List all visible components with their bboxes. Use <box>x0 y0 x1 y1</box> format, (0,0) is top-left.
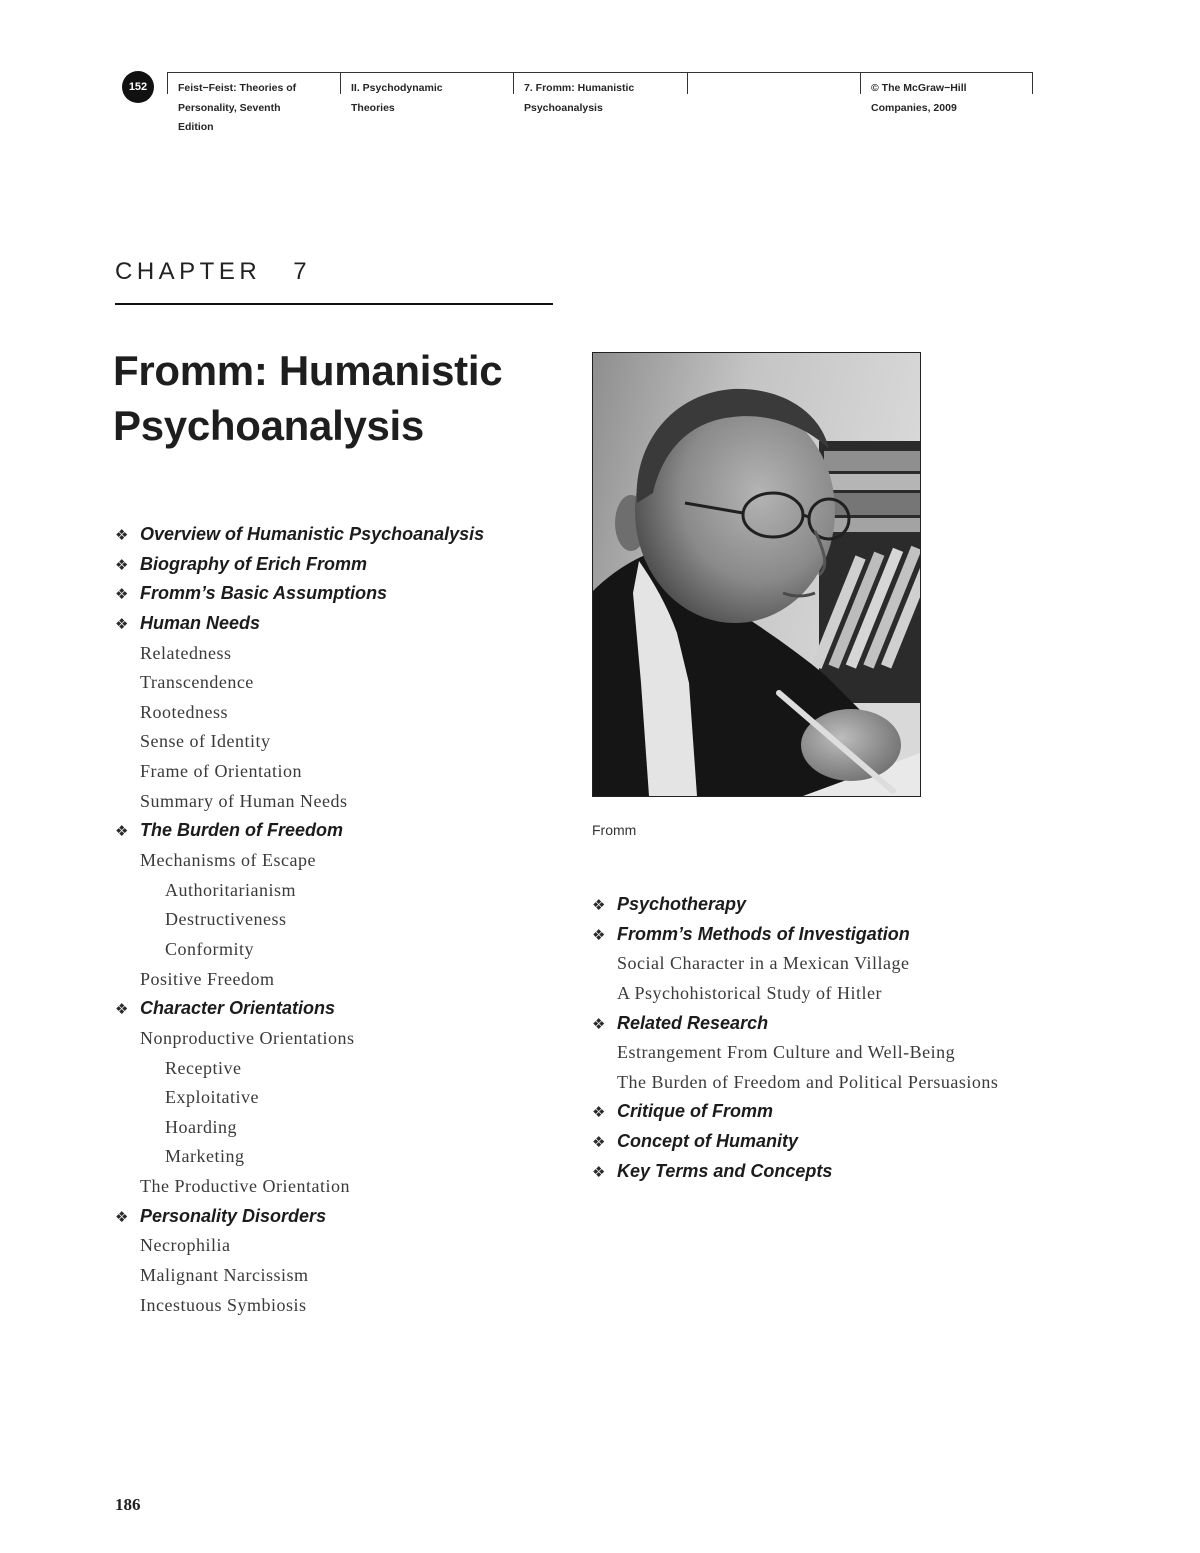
outline-subsection: Nonproductive Orientations <box>140 1027 355 1048</box>
outline-subsection: Malignant Narcissism <box>140 1265 309 1286</box>
portrait-illustration <box>593 353 920 796</box>
chapter-outline-left <box>115 520 484 1320</box>
chapter-title <box>113 343 502 453</box>
outline-subsection: Positive Freedom <box>140 968 275 989</box>
outline-section <box>115 1202 484 1232</box>
chapter-number: 7 <box>293 258 312 285</box>
header-part-title <box>351 79 511 118</box>
fromm-portrait-photo <box>592 352 921 797</box>
chapter-label <box>115 257 311 287</box>
outline-subsection: Necrophilia <box>140 1235 231 1256</box>
outline-section <box>115 994 484 1024</box>
diamond-bullet-icon <box>592 1163 617 1181</box>
diamond-bullet-icon <box>115 585 140 603</box>
outline-section-title: Overview of Humanistic Psychoanalysis <box>140 524 485 544</box>
outline-section <box>115 520 484 550</box>
header-line: Edition <box>178 121 214 133</box>
outline-subsection: Social Character in a Mexican Village <box>617 953 910 974</box>
header-line: II. Psychodynamic <box>351 82 443 94</box>
outline-subsubsection: Marketing <box>165 1146 245 1167</box>
diamond-bullet-icon <box>592 926 617 944</box>
header-divider <box>860 72 861 94</box>
diamond-bullet-icon <box>592 1103 617 1121</box>
header-line: Theories <box>351 101 395 114</box>
outline-subsection: Summary of Human Needs <box>140 790 348 811</box>
outline-section-title: Critique of Fromm <box>617 1101 773 1122</box>
outline-section-title: Biography of Erich Fromm <box>140 553 368 574</box>
outline-section-title: Key Terms and Concepts <box>617 1160 833 1181</box>
diamond-bullet-icon <box>115 526 140 544</box>
header-divider <box>687 72 688 94</box>
outline-subsection: The Productive Orientation <box>140 1176 350 1197</box>
outline-subsection: Estrangement From Culture and Well-Being <box>617 1042 956 1063</box>
outline-section-title: Character Orientations <box>140 998 336 1019</box>
page-badge: 152 <box>122 71 154 103</box>
header-divider <box>513 72 514 94</box>
header-book-title <box>178 79 338 138</box>
hand <box>801 709 901 781</box>
header-divider <box>340 72 341 94</box>
outline-subsection: The Burden of Freedom and Political Persuasions <box>617 1071 999 1092</box>
outline-subsection: Rootedness <box>140 701 228 722</box>
outline-section <box>115 609 484 639</box>
outline-subsubsection: Conformity <box>165 938 254 959</box>
outline-section-title: Personality Disorders <box>140 1205 327 1226</box>
outline-section <box>592 1097 998 1127</box>
page-number: 186 <box>115 1495 141 1514</box>
header-line: 7. Fromm: Humanistic <box>524 82 635 94</box>
outline-section-title: Concept of Humanity <box>617 1131 799 1152</box>
outline-section-title: The Burden of Freedom <box>140 820 344 841</box>
outline-section-title: Fromm’s Basic Assumptions <box>140 583 388 604</box>
outline-subsection: Transcendence <box>140 672 254 693</box>
diamond-bullet-icon <box>115 556 140 574</box>
header-divider <box>167 72 168 94</box>
outline-subsubsection: Destructiveness <box>165 909 287 930</box>
outline-subsection: Incestuous Symbiosis <box>140 1294 307 1315</box>
outline-subsubsection: Hoarding <box>165 1116 237 1137</box>
header-rule <box>167 72 1033 73</box>
outline-section <box>592 920 998 950</box>
outline-subsection: Sense of Identity <box>140 731 271 752</box>
outline-subsubsection: Authoritarianism <box>165 879 296 900</box>
outline-subsection: Relatedness <box>140 642 232 663</box>
outline-subsubsection: Receptive <box>165 1057 242 1078</box>
outline-section <box>592 1127 998 1157</box>
outline-section <box>115 816 484 846</box>
outline-subsection: A Psychohistorical Study of Hitler <box>617 982 882 1003</box>
outline-section-title: Fromm’s Methods of Investigation <box>617 923 910 944</box>
header-line: Personality, Seventh <box>178 101 281 114</box>
outline-section <box>592 1157 998 1187</box>
diamond-bullet-icon <box>592 896 617 914</box>
chapter-word: CHAPTER <box>115 258 262 285</box>
chapter-title-line: Fromm: Humanistic <box>113 347 503 394</box>
header-divider <box>1032 72 1033 94</box>
outline-subsection: Mechanisms of Escape <box>140 850 316 871</box>
diamond-bullet-icon <box>115 1000 140 1018</box>
diamond-bullet-icon <box>592 1133 617 1151</box>
outline-section-title: Related Research <box>617 1012 769 1033</box>
outline-section <box>592 890 998 920</box>
outline-subsection: Frame of Orientation <box>140 761 302 782</box>
chapter-rule <box>115 303 553 305</box>
header-chapter-title <box>524 79 684 118</box>
outline-section <box>592 1009 998 1039</box>
header-copyright <box>871 79 1031 118</box>
header-line: © The McGraw−Hill <box>871 82 967 94</box>
header-line: Companies, 2009 <box>871 101 957 114</box>
chapter-title-line: Psychoanalysis <box>113 402 424 449</box>
outline-section-title: Psychotherapy <box>617 894 747 914</box>
diamond-bullet-icon <box>115 1208 140 1226</box>
outline-section <box>115 579 484 609</box>
diamond-bullet-icon <box>115 822 140 840</box>
header-line: Feist−Feist: Theories of <box>178 82 297 94</box>
outline-section-title: Human Needs <box>140 612 261 633</box>
header-line: Psychoanalysis <box>524 101 603 114</box>
outline-subsubsection: Exploitative <box>165 1087 259 1108</box>
outline-section <box>115 550 484 580</box>
chapter-outline-right <box>592 890 998 1186</box>
photo-caption: Fromm <box>592 822 637 838</box>
diamond-bullet-icon <box>592 1015 617 1033</box>
diamond-bullet-icon <box>115 615 140 633</box>
